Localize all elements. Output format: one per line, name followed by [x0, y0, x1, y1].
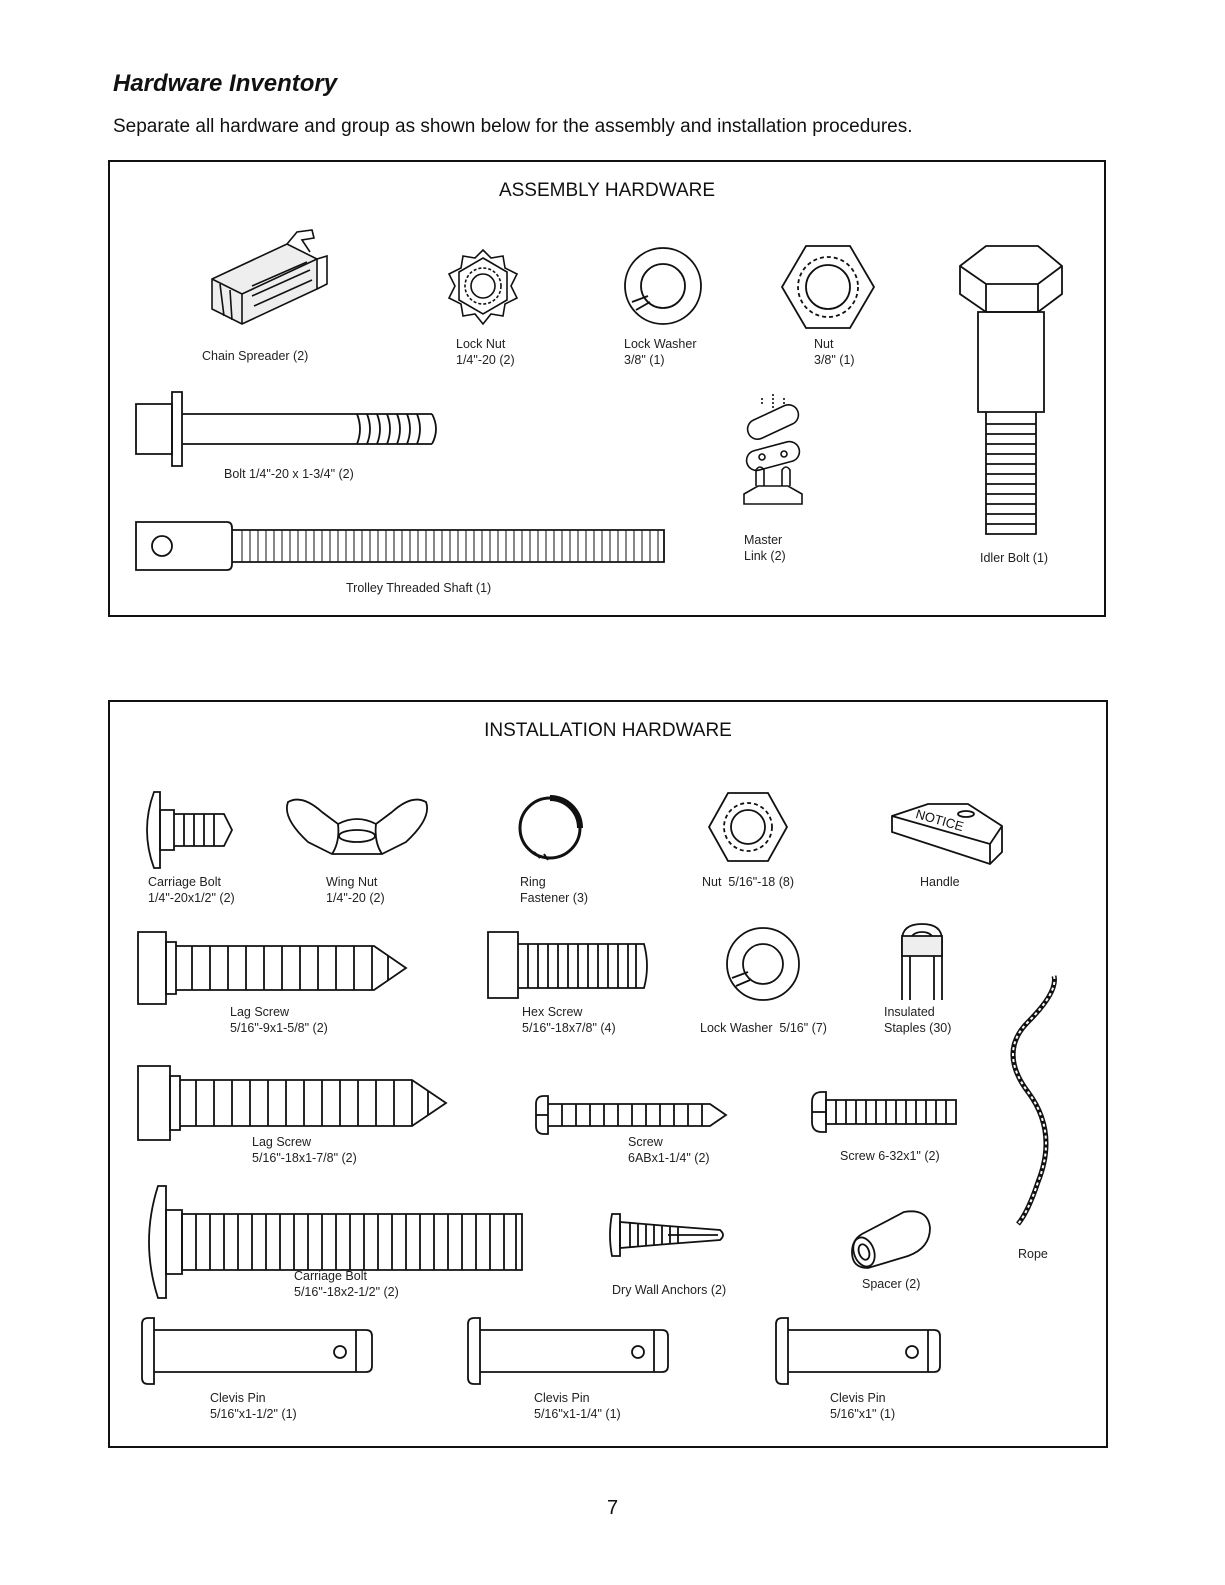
- assembly-heading: ASSEMBLY HARDWARE: [498, 180, 716, 201]
- hex-screw-label: Hex Screw 5/16"-18x7/8" (4): [522, 1005, 616, 1035]
- spacer-illustration: [848, 1204, 938, 1274]
- nut-illustration: [778, 242, 878, 332]
- bolt-label: Bolt 1/4"-20 x 1-3/4" (2): [224, 467, 354, 481]
- lag-screw-b-label: Lag Screw 5/16"-18x1-7/8" (2): [252, 1135, 357, 1165]
- handle-label: Handle: [920, 875, 960, 889]
- rope-illustration: [998, 972, 1068, 1232]
- chain-spreader-illustration: [202, 224, 342, 339]
- installation-heading: INSTALLATION HARDWARE: [484, 720, 732, 741]
- spacer-label: Spacer (2): [862, 1277, 921, 1291]
- screw-6ab-label: Screw 6ABx1-1/4" (2): [628, 1135, 710, 1165]
- insulated-staples-illustration: [892, 920, 952, 1002]
- intro-text: Separate all hardware and group as shown below for the assembly and installation procedures.: [113, 116, 913, 137]
- lag-screw-b-illustration: [134, 1064, 454, 1142]
- lag-screw-a-label: Lag Screw 5/16"-9x1-5/8" (2): [230, 1005, 328, 1035]
- carriage-bolt-small-illustration: [140, 790, 240, 870]
- master-link-label: Master Link (2): [744, 533, 786, 563]
- trolley-threaded-shaft-illustration: [132, 516, 672, 576]
- wing-nut-illustration: [282, 792, 432, 862]
- rope-label: Rope: [1018, 1247, 1048, 1261]
- nut-label: Nut 3/8" (1): [814, 337, 855, 367]
- idler-bolt-label: Idler Bolt (1): [980, 551, 1049, 565]
- screw-6-32-label: Screw 6-32x1" (2): [840, 1149, 940, 1163]
- carriage-bolt-small-label: Carriage Bolt 1/4"-20x1/2" (2): [148, 875, 235, 905]
- clevis-pin-a-label: Clevis Pin 5/16"x1-1/2" (1): [210, 1391, 297, 1421]
- hex-screw-illustration: [484, 930, 654, 1002]
- assembly-hardware-panel: [108, 160, 1106, 617]
- bolt-illustration: [132, 390, 442, 470]
- screw-6-32-illustration: [810, 1088, 960, 1136]
- clevis-pin-c-label: Clevis Pin 5/16"x1" (1): [830, 1391, 896, 1421]
- insulated-staples-label: Insulated Staples (30): [884, 1005, 952, 1035]
- clevis-pin-b-illustration: [466, 1316, 672, 1386]
- clevis-pin-a-illustration: [140, 1316, 376, 1386]
- handle-notice-text: NOTICE: [914, 806, 966, 835]
- page-title: Hardware Inventory: [113, 70, 338, 97]
- lag-screw-a-illustration: [134, 930, 414, 1006]
- lock-washer-illustration: [618, 244, 708, 329]
- installation-hardware-panel: [108, 700, 1108, 1448]
- carriage-bolt-large-label: Carriage Bolt 5/16"-18x2-1/2" (2): [294, 1269, 399, 1299]
- clevis-pin-c-illustration: [774, 1316, 944, 1386]
- nut-5-16-illustration: [706, 790, 790, 864]
- idler-bolt-illustration: [956, 244, 1066, 544]
- lock-washer-5-16-illustration: [720, 924, 806, 1004]
- page-number: 7: [606, 1497, 619, 1519]
- lock-nut-illustration: [443, 246, 523, 328]
- screw-6ab-illustration: [534, 1092, 734, 1138]
- ring-fastener-illustration: [514, 792, 586, 864]
- lock-washer-label: Lock Washer 3/8" (1): [624, 337, 697, 367]
- master-link-illustration: [738, 394, 808, 514]
- drywall-anchor-illustration: [608, 1210, 728, 1260]
- clevis-pin-b-label: Clevis Pin 5/16"x1-1/4" (1): [534, 1391, 621, 1421]
- nut-5-16-label: Nut 5/16"-18 (8): [702, 875, 794, 889]
- wing-nut-label: Wing Nut 1/4"-20 (2): [326, 875, 385, 905]
- lock-nut-label: Lock Nut 1/4"-20 (2): [456, 337, 515, 367]
- trolley-shaft-label: Trolley Threaded Shaft (1): [346, 581, 492, 595]
- chain-spreader-label: Chain Spreader (2): [202, 349, 309, 363]
- lock-washer-5-16-label: Lock Washer 5/16" (7): [700, 1021, 827, 1035]
- drywall-anchors-label: Dry Wall Anchors (2): [612, 1283, 727, 1297]
- ring-fastener-label: Ring Fastener (3): [520, 875, 589, 905]
- handle-illustration: [888, 802, 1008, 868]
